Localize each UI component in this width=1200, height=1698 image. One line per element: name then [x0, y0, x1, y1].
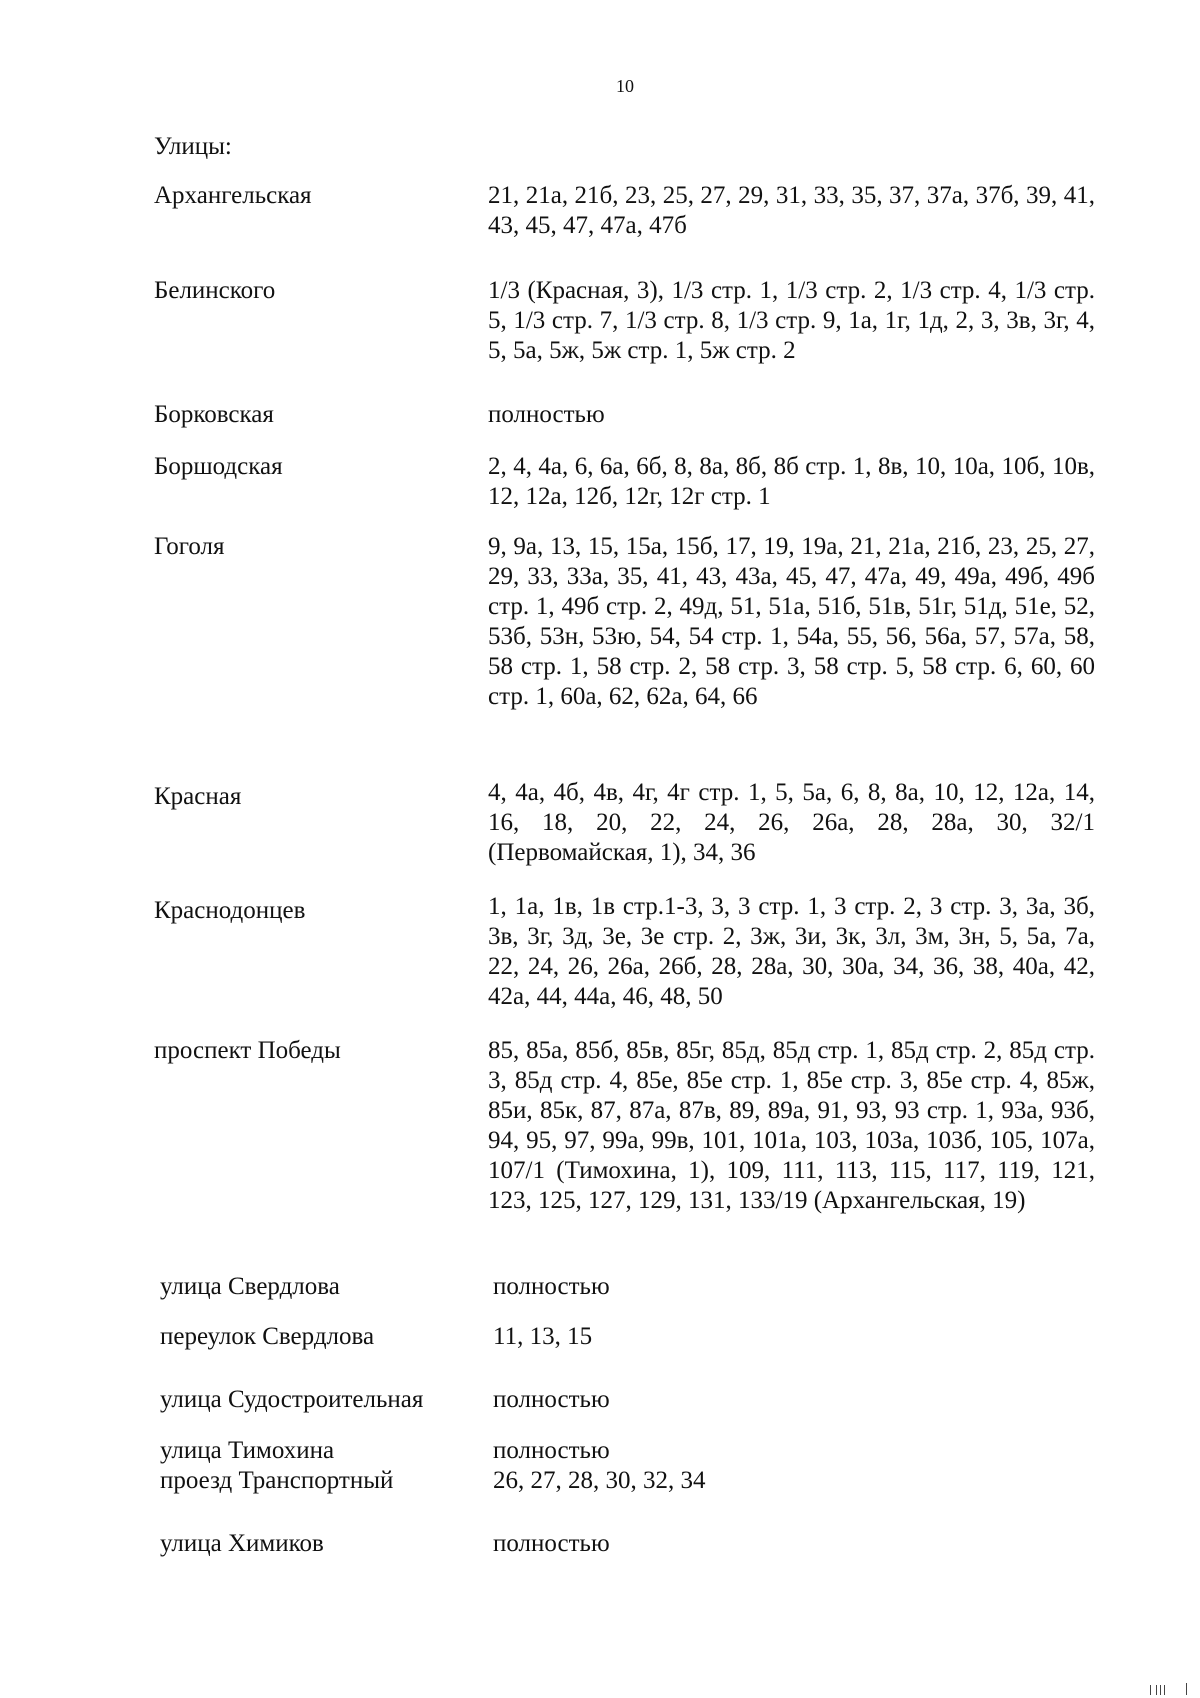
street-name: улица Тимохина: [160, 1437, 335, 1464]
house-numbers: 1, 1а, 1в, 1в стр.1-3, 3, 3 стр. 1, 3 стр. 2, 3 стр. 3, 3а, 3б, 3в, 3г, 3д, 3е, 3е стр. 2, 3ж, 3и, 3к, 3л, 3м, 3н, 5, 5а, 7а, 22, 24, 26, 26а, 26б, 28, 28а, 30, 30а, 34, 36, 38, 40а, 42, 42а, 44, 44а, 46, 48, 50: [488, 893, 1095, 1010]
street-name: Архангельская: [154, 182, 312, 209]
house-numbers: 1/3 (Красная, 3), 1/3 стр. 1, 1/3 стр. 2, 1/3 стр. 4, 1/3 стр. 5, 1/3 стр. 7, 1/3 стр. 8, 1/3 стр. 9, 1а, 1г, 1д, 2, 3, 3в, 3г, 4, 5, 5а, 5ж, 5ж стр. 1, 5ж стр. 2: [488, 277, 1095, 364]
street-name: Гоголя: [154, 533, 225, 560]
house-numbers: полностью: [493, 1386, 610, 1413]
street-name: улица Свердлова: [160, 1273, 340, 1300]
house-numbers: полностью: [493, 1437, 610, 1464]
house-numbers: полностью: [488, 401, 605, 428]
streets-heading: Улицы:: [154, 133, 232, 160]
street-name: Боршодская: [154, 453, 283, 480]
street-name: Борковская: [154, 401, 274, 428]
street-name: улица Химиков: [160, 1530, 324, 1557]
scan-marks: [1150, 1683, 1190, 1698]
street-name: переулок Свердлова: [160, 1323, 375, 1350]
street-name: проезд Транспортный: [160, 1467, 394, 1494]
house-numbers: 4, 4а, 4б, 4в, 4г, 4г стр. 1, 5, 5а, 6, 8, 8а, 10, 12, 12а, 14, 16, 18, 20, 22, 24, 26, 26а, 28, 28а, 30, 32/1 (Первомайская, 1), 34, 36: [488, 779, 1095, 866]
house-numbers: 21, 21а, 21б, 23, 25, 27, 29, 31, 33, 35, 37, 37а, 37б, 39, 41, 43, 45, 47, 47а, 47б: [488, 182, 1095, 239]
house-numbers: 9, 9а, 13, 15, 15а, 15б, 17, 19, 19а, 21, 21а, 21б, 23, 25, 27, 29, 33, 33а, 35, 41, 43, 43а, 45, 47, 47а, 49, 49а, 49б, 49б стр. 1, 49б стр. 2, 49д, 51, 51а, 51б, 51в, 51г, 51д, 51е, 52, 53б, 53н, 53ю, 54, 54 стр. 1, 54а, 55, 56, 56а, 57, 57а, 58, 58 стр. 1, 58 стр. 2, 58 стр. 3, 58 стр. 5, 58 стр. 6, 60, 60 стр. 1, 60а, 62, 62а, 64, 66: [488, 533, 1095, 710]
street-name: Белинского: [154, 277, 276, 304]
house-numbers: полностью: [493, 1273, 610, 1300]
house-numbers: 2, 4, 4а, 6, 6а, 6б, 8, 8а, 8б, 8б стр. 1, 8в, 10, 10а, 10б, 10в, 12, 12а, 12б, 12г, 12г стр. 1: [488, 453, 1095, 510]
house-numbers: полностью: [493, 1530, 610, 1557]
street-name: Краснодонцев: [154, 897, 306, 924]
house-numbers: 26, 27, 28, 30, 32, 34: [493, 1467, 706, 1494]
street-name: Красная: [154, 783, 242, 810]
page-number: 10: [616, 76, 634, 96]
house-numbers: 11, 13, 15: [493, 1323, 593, 1350]
street-name: проспект Победы: [154, 1037, 341, 1064]
house-numbers: 85, 85а, 85б, 85в, 85г, 85д, 85д стр. 1, 85д стр. 2, 85д стр. 3, 85д стр. 4, 85е, 85е стр. 1, 85е стр. 3, 85е стр. 4, 85ж, 85и, 85к, 87, 87а, 87в, 89, 89а, 91, 93, 93 стр. 1, 93а, 93б, 94, 95, 97, 99а, 99в, 101, 101а, 103, 103а, 103б, 105, 107а, 107/1 (Тимохина, 1), 109, 111, 113, 115, 117, 119, 121, 123, 125, 127, 129, 131, 133/19 (Архангельская, 19): [488, 1037, 1095, 1214]
street-name: улица Судостроительная: [160, 1386, 424, 1413]
